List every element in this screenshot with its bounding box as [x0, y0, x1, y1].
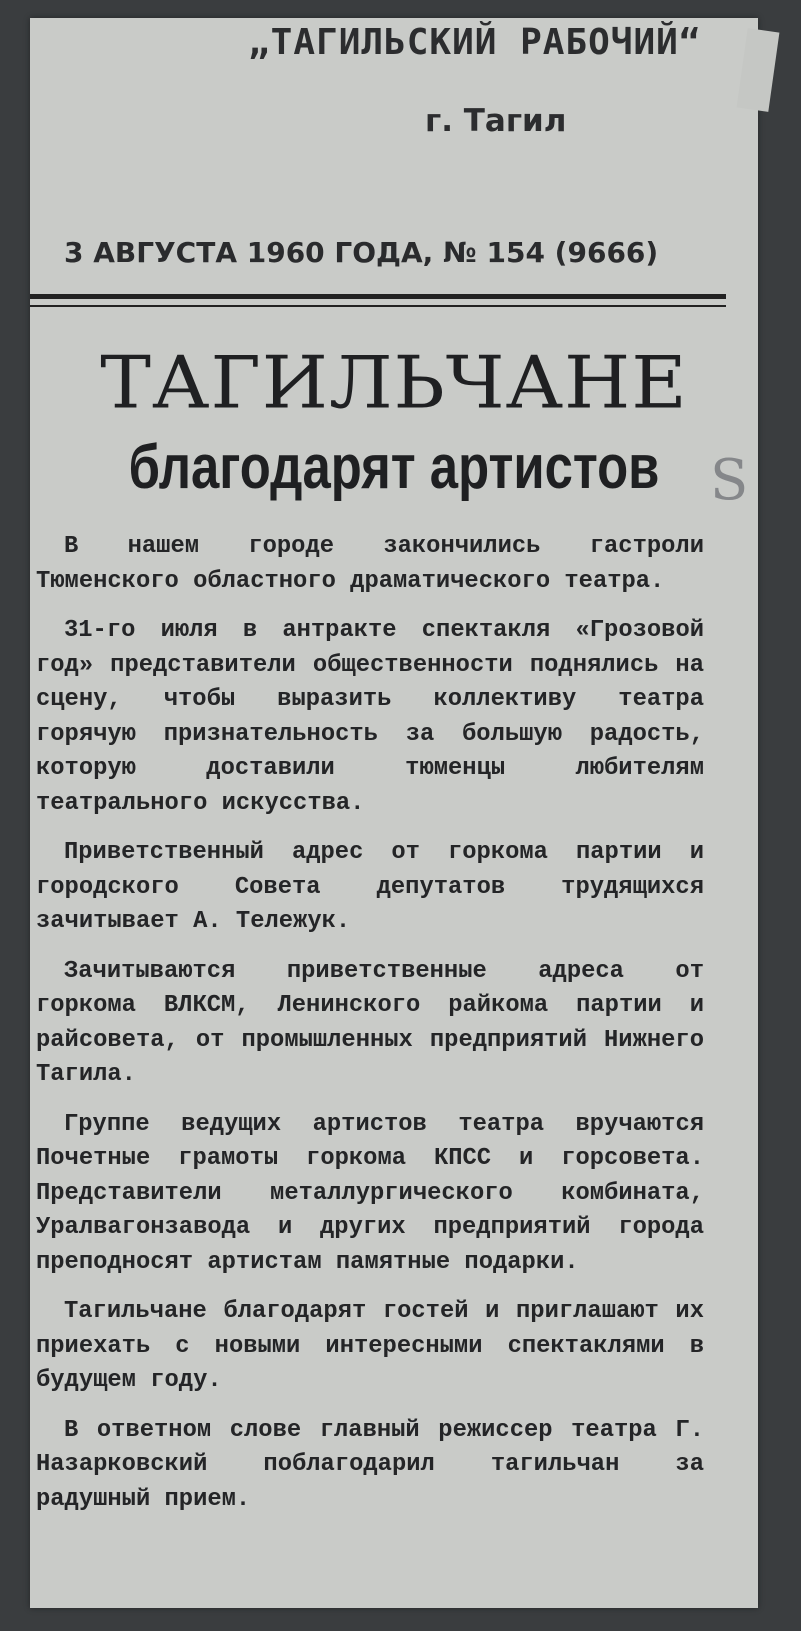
article-paragraph: Группе ведущих артистов театра вручаются Почетные грамоты горкома КПСС и горсовета. Представители металлургического комбината, Уралвагонзавода и других предприятий города преподносят артистам памятные подарки.: [36, 1110, 704, 1276]
headline-main: ТАГИЛЬЧАНЕ: [100, 340, 688, 425]
article-paragraph: Тагильчане благодарят гостей и приглашают их приехать с новыми интересными спектаклями в будущем году.: [36, 1298, 704, 1394]
article-body: [36, 530, 704, 1532]
header-rule-thin: [30, 305, 726, 307]
newspaper-name-stamp: „ТАГИЛЬСКИЙ РАБОЧИЙ“: [248, 22, 702, 63]
article-paragraph: В нашем городе закончились гастроли Тюменского областного драматического театра.: [36, 533, 704, 595]
issue-dateline: 3 АВГУСТА 1960 ГОДА, № 154 (9666): [64, 236, 659, 269]
article-paragraph: Зачитываются приветственные адреса от горкома ВЛКСМ, Ленинского райкома партии и райсовета, от промышленных предприятий Нижнего Тагила.: [36, 957, 704, 1088]
article-paragraph: Приветственный адрес от горкома партии и городского Совета депутатов трудящихся зачитывает А. Тележук.: [36, 839, 704, 935]
article-paragraph: 31-го июля в антракте спектакля «Грозовой год» представители общественности поднялись на сцену, чтобы выразить коллективу театра горячую признательность за большую радость, которую доставили тюменцы любителям театрального искусства.: [36, 617, 704, 817]
header-rule-thick: [30, 294, 726, 299]
article-paragraph: В ответном слове главный режиссер театра Г. Назарковский поблагодарил тагильчан за радушный прием.: [36, 1416, 704, 1513]
city-stamp: г. Тагил: [425, 103, 567, 139]
headline-sub: благодарят артистов: [128, 433, 660, 502]
bleed-through-mark: S: [710, 448, 749, 513]
